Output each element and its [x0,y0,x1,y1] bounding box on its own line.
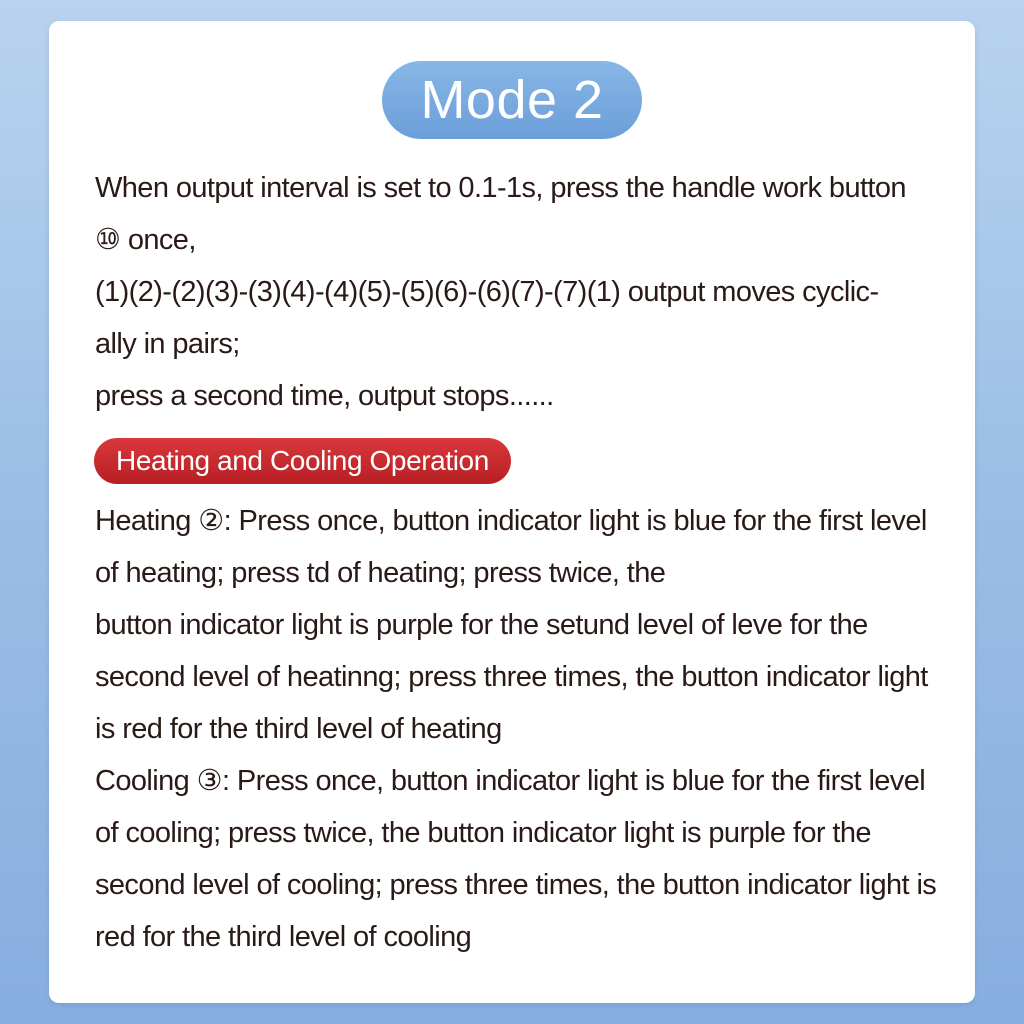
cooling-line: of cooling; press twice, the button indicator light is purple for the [95,817,871,849]
mode-description [95,162,965,422]
mode-description-line: When output interval is set to 0.1-1s, press the handle work button [95,172,906,204]
cooling-line: Cooling ③: Press once, button indicator light is blue for the first level [95,765,926,797]
heating-line: second level of heatinng; press three times, the button indicator light [95,661,928,693]
heating-line: of heating; press td of heating; press twice, the [95,557,666,589]
heating-line: button indicator light is purple for the setund level of leve for the [95,609,868,641]
mode-title: Mode 2 [382,61,642,139]
section-heading-heating-cooling: Heating and Cooling Operation [94,438,511,484]
heating-line: is red for the third level of heating [95,713,502,745]
cooling-description [95,755,965,963]
heating-description [95,495,965,755]
mode-description-line: ally in pairs; [95,328,240,360]
mode-description-line: (1)(2)-(2)(3)-(3)(4)-(4)(5)-(5)(6)-(6)(7)-(7)(1) output moves cyclic- [95,276,879,308]
heating-line: Heating ②: Press once, button indicator light is blue for the first level [95,505,927,537]
mode-description-line: press a second time, output stops...... [95,380,554,412]
cooling-line: red for the third level of cooling [95,921,472,953]
mode-description-line: ⑩ once, [95,224,196,256]
instruction-card [49,21,975,1003]
cooling-line: second level of cooling; press three times, the button indicator light is [95,869,937,901]
